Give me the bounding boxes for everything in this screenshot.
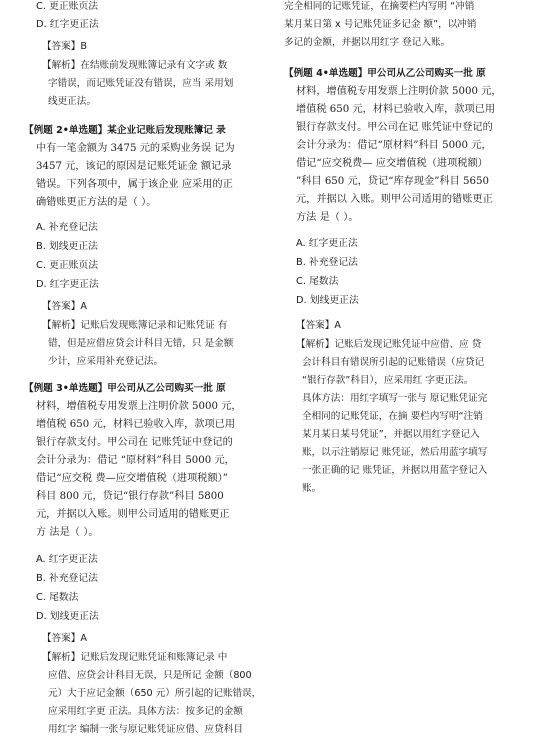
left-column-line: 【解析】在结账前发现账簿记录有文字或 数 bbox=[42, 60, 228, 71]
left-column-line: 线更正法。 bbox=[48, 96, 96, 107]
right-column-line: 【例题 4•单选题】甲公司从乙公司购买一批 原 bbox=[284, 68, 486, 79]
right-column-line: 材料，增值税专用发票上注明价款 5000 元， bbox=[296, 86, 502, 97]
left-column-line: 【例题 2•单选题】某企业记账后发现账簿记 录 bbox=[24, 125, 226, 136]
left-column-line: C. 更正账页法 bbox=[36, 260, 99, 271]
right-column-line: 全相同的记账凭证，在摘 要栏内写明“注销 bbox=[302, 411, 483, 422]
left-column-line: 字错误，而记账凭证没有错误，应当 采用划 bbox=[48, 78, 234, 89]
right-column-line: 会计科目有错误所引起的记账错误（应贷记 bbox=[302, 357, 485, 368]
left-column-line: 【答案】B bbox=[42, 41, 87, 52]
left-column-line: 错，但是应借应贷会计科目无错，只 是金额 bbox=[48, 338, 234, 349]
left-column-line: C. 尾数法 bbox=[36, 592, 79, 603]
right-column-line: 某月某日某号凭证”，并据以用红字登记入 bbox=[302, 429, 480, 440]
right-column-line: 一张正确的记 账凭证，并据以用蓝字登记入 bbox=[302, 465, 488, 476]
left-column-line: A. 补充登记法 bbox=[36, 222, 98, 233]
right-column-line: B. 补充登记法 bbox=[296, 257, 358, 268]
left-column-line: 借记“应交税 费—应交增值税（进项税额）” bbox=[36, 473, 228, 484]
right-column-line: 方法 是（ ）。 bbox=[296, 212, 359, 223]
left-column-line: 3457 元，该记的原因是记账凭证金 额记录 bbox=[36, 161, 232, 172]
left-column-line: B. 划线更正法 bbox=[36, 241, 98, 252]
left-column-line: D. 红字更正法 bbox=[36, 19, 99, 30]
right-column-line: 元，并据以 入账。则甲公司适用的错账更正 bbox=[296, 194, 493, 205]
right-column-line: 借记“应交税费— 应交增值税（进项税额） bbox=[296, 158, 488, 169]
left-column-line: A. 红字更正法 bbox=[36, 554, 98, 565]
left-column-line: 少计，应采用补充登记法。 bbox=[48, 356, 164, 367]
left-column-line: D. 红字更正法 bbox=[36, 279, 99, 290]
left-column-line: 【答案】A bbox=[42, 633, 87, 644]
left-column-line: 元）大于应记金额（650 元）所引起的记账错误， bbox=[48, 688, 262, 699]
left-column-line: B. 补充登记法 bbox=[36, 573, 98, 584]
left-column-line: 应借、应贷会计科目无误，只是所记 金额（800 bbox=[48, 670, 252, 681]
left-column-line: 材料，增值税专用发票上注明价款 5000 元， bbox=[36, 401, 242, 412]
right-column-line: “银行存款”科目），应采用红 字更正法。 bbox=[302, 375, 474, 386]
right-column-line: A. 红字更正法 bbox=[296, 238, 358, 249]
right-column-line: 多记的金额，并据以用红字 登记入账。 bbox=[284, 37, 451, 48]
left-column-line: 会计分录为：借记 “原材料”科目 5000 元， bbox=[36, 455, 235, 466]
left-column-line: 用红字 编制一张与原记账凭证应借、应贷科目 bbox=[48, 724, 243, 735]
left-column-line: C. 更正账页法 bbox=[36, 1, 99, 12]
right-column-line: 某月某日第 x 号记账凭证多记金 额”，以冲销 bbox=[284, 19, 477, 30]
left-column-line: 增值税 650 元，材料已验收入库，款项已用 bbox=[36, 419, 236, 430]
left-column-line: 【解析】记账后发现记账凭证和账簿记录 中 bbox=[42, 652, 228, 663]
left-column-line: 【解析】记账后发现账簿记录和记账凭证 有 bbox=[42, 320, 228, 331]
left-column-line: 错误。下列各项中，属于该企业 应采用的正 bbox=[36, 179, 233, 190]
right-column-line: D. 划线更正法 bbox=[296, 295, 359, 306]
right-column-line: 账，以示注销原记 账凭证，然后用蓝字填写 bbox=[302, 447, 488, 458]
left-column-line: 元，并据以入账。则甲公司适用的错账更正 bbox=[36, 509, 230, 520]
right-column-line: 账。 bbox=[302, 483, 322, 494]
left-column-line: D. 划线更正法 bbox=[36, 611, 99, 622]
left-column-line: 应采用红字更 正法。具体方法：按多记的金额 bbox=[48, 706, 243, 717]
right-column-line: 增值税 650 元，材料已验收入库，款项已用 bbox=[296, 104, 496, 115]
right-column-line: 具体方法：用红字填写一张与 原记账凭证完 bbox=[302, 393, 488, 404]
left-column-line: 科目 800 元，贷记“银行存款”科目 5800 bbox=[36, 491, 224, 502]
left-column-line: 银行存款支付。甲公司在 记账凭证中登记的 bbox=[36, 437, 233, 448]
right-column-line: ”科目 650 元，贷记“库存现金”科目 5650 bbox=[296, 176, 489, 187]
right-column-line: 完全相同的记账凭证，在摘要栏内写明 “冲销 bbox=[284, 1, 475, 12]
right-column-line: 【答案】A bbox=[296, 320, 341, 331]
left-column-line: 确错账更正方法的是（ ）。 bbox=[36, 197, 157, 208]
left-column-line: 方 法是（ ）。 bbox=[36, 527, 99, 538]
left-column-line: 中有一笔金额为 3475 元的采购业务误 记为 bbox=[36, 143, 235, 154]
left-column-line: 【答案】A bbox=[42, 301, 87, 312]
left-column-line: 【例题 3•单选题】甲公司从乙公司购买一批 原 bbox=[24, 383, 226, 394]
right-column-line: 银行存款支付。甲公司在记 账凭证中登记的 bbox=[296, 122, 493, 133]
right-column-line: C. 尾数法 bbox=[296, 276, 339, 287]
right-column-line: 会计分录为：借记“原材料”科目 5000 元， bbox=[296, 140, 492, 151]
right-column-line: 【解析】记账后发现记账凭证中应借、应 贷 bbox=[296, 339, 482, 350]
